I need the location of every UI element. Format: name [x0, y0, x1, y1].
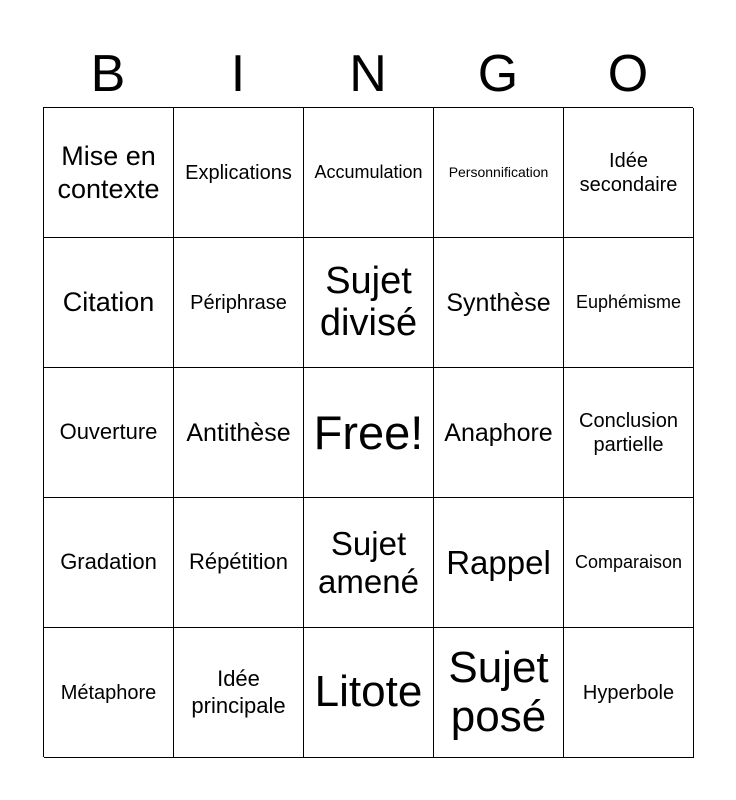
header-letter-b: B: [90, 45, 126, 103]
bingo-cell[interactable]: Répétition: [174, 498, 304, 628]
bingo-cell[interactable]: Métaphore: [44, 628, 174, 758]
bingo-cell[interactable]: Sujet divisé: [304, 238, 434, 368]
bingo-cell[interactable]: Mise en contexte: [44, 108, 174, 238]
bingo-cell[interactable]: Citation: [44, 238, 174, 368]
bingo-cell[interactable]: Sujet posé: [434, 628, 564, 758]
bingo-cell[interactable]: Sujet amené: [304, 498, 434, 628]
bingo-cell[interactable]: Idée principale: [174, 628, 304, 758]
bingo-cell[interactable]: Ouverture: [44, 368, 174, 498]
bingo-cell[interactable]: Litote: [304, 628, 434, 758]
bingo-cell[interactable]: Rappel: [434, 498, 564, 628]
bingo-cell[interactable]: Explications: [174, 108, 304, 238]
bingo-cell[interactable]: Anaphore: [434, 368, 564, 498]
bingo-cell[interactable]: Comparaison: [564, 498, 694, 628]
bingo-cell[interactable]: Hyperbole: [564, 628, 694, 758]
bingo-cell[interactable]: Personnification: [434, 108, 564, 238]
bingo-card: [43, 40, 693, 741]
bingo-cell[interactable]: Antithèse: [174, 368, 304, 498]
header-letter-g: G: [477, 45, 519, 103]
bingo-cell[interactable]: Périphrase: [174, 238, 304, 368]
bingo-free-space[interactable]: Free!: [304, 368, 434, 498]
bingo-cell[interactable]: Euphémisme: [564, 238, 694, 368]
bingo-cell[interactable]: Accumulation: [304, 108, 434, 238]
header-letter-n: N: [349, 45, 387, 103]
header-letter-o: O: [607, 45, 649, 103]
header-letter-i: I: [230, 45, 246, 103]
bingo-cell[interactable]: Synthèse: [434, 238, 564, 368]
bingo-cell[interactable]: Gradation: [44, 498, 174, 628]
bingo-cell[interactable]: Idée secondaire: [564, 108, 694, 238]
bingo-grid: [43, 107, 693, 757]
bingo-cell[interactable]: Conclusion partielle: [564, 368, 694, 498]
bingo-header: [43, 40, 693, 108]
